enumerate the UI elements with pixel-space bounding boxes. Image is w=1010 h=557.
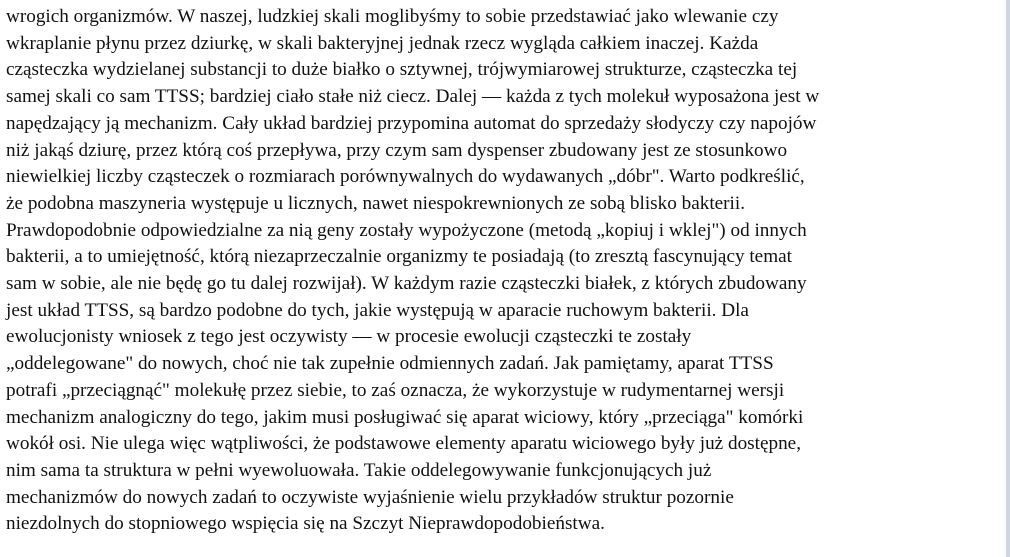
text-line: wrogich organizmów. W naszej, ludzkiej skali moglibyśmy to sobie przedstawiać jako wlewanie czy bbox=[6, 6, 779, 27]
text-line: wkraplanie płynu przez dziurkę, w skali bakteryjnej jednak rzecz wygląda całkiem inaczej. Każda bbox=[6, 32, 759, 54]
text-line: wokół osi. Nie ulega więc wątpliwości, że podstawowe elementy aparatu wiciowego były już dostępne, bbox=[6, 433, 801, 455]
text-line: ewolucjonisty wniosek z tego jest oczywisty — w procesie ewolucji cząsteczki te zostały bbox=[6, 326, 692, 348]
text-line: nim sama ta struktura w pełni wyewoluowała. Takie oddelegowywanie funkcjonujących już bbox=[6, 459, 712, 481]
scrollbar[interactable] bbox=[1006, 0, 1010, 557]
text-line: bakterii, a to umiejętność, którą niezaprzeczalnie organizmy te posiadają (to zresztą fascynujący temat bbox=[6, 246, 792, 268]
text-line: że podobna maszyneria występuje u licznych, nawet niespokrewnionych ze sobą blisko bakterii. bbox=[6, 192, 746, 214]
text-line: potrafi „przeciągnąć" molekułę przez siebie, to zaś oznacza, że wykorzystuje w rudymentarnej wersji bbox=[6, 379, 785, 401]
text-line: samej skali co sam TTSS; bardziej ciało stałe niż ciecz. Dalej — każda z tych molekuł wyposażona jest w bbox=[6, 86, 820, 108]
body-text bbox=[6, 4, 1006, 538]
text-line: „oddelegowane" do nowych, choć nie tak zupełnie odmiennych zadań. Jak pamiętamy, aparat TTSS bbox=[6, 353, 774, 375]
text-line: napędzający ją mechanizm. Cały układ bardziej przypomina automat do sprzedaży słodyczy czy napojów bbox=[6, 112, 817, 134]
text-line: Prawdopodobnie odpowiedzialne za nią geny zostały wypożyczone (metodą „kopiuj i wklej") od innych bbox=[6, 219, 807, 241]
text-line: mechanizm analogiczny do tego, jakim musi posługiwać się aparat wiciowy, który „przeciąga" komórki bbox=[6, 406, 804, 428]
text-line: jest układ TTSS, są bardzo podobne do tych, jakie występują w aparacie ruchowym bakterii. Dla bbox=[6, 299, 749, 321]
text-line: sam w sobie, ale nie będę go tu dalej rozwijał). W każdym razie cząsteczki białek, z których zbudowany bbox=[6, 273, 807, 295]
text-line: niezdolnych do stopniowego wspięcia się na Szczyt Nieprawdopodobieństwa. bbox=[6, 513, 605, 535]
text-line: niewielkiej liczby cząsteczek o rozmiarach porównywalnych do wydawanych „dóbr". Warto podkreślić, bbox=[6, 166, 805, 188]
text-line: cząsteczka wydzielanej substancji to duże białko o sztywnej, trójwymiarowej strukturze, cząsteczka tej bbox=[6, 59, 798, 81]
text-line: mechanizmów do nowych zadań to oczywiste wyjaśnienie wielu przykładów struktur pozornie bbox=[6, 486, 734, 508]
text-line: niż jakąś dziurę, przez którą coś przepływa, przy czym sam dyspenser zbudowany jest ze stosunkowo bbox=[6, 139, 788, 161]
